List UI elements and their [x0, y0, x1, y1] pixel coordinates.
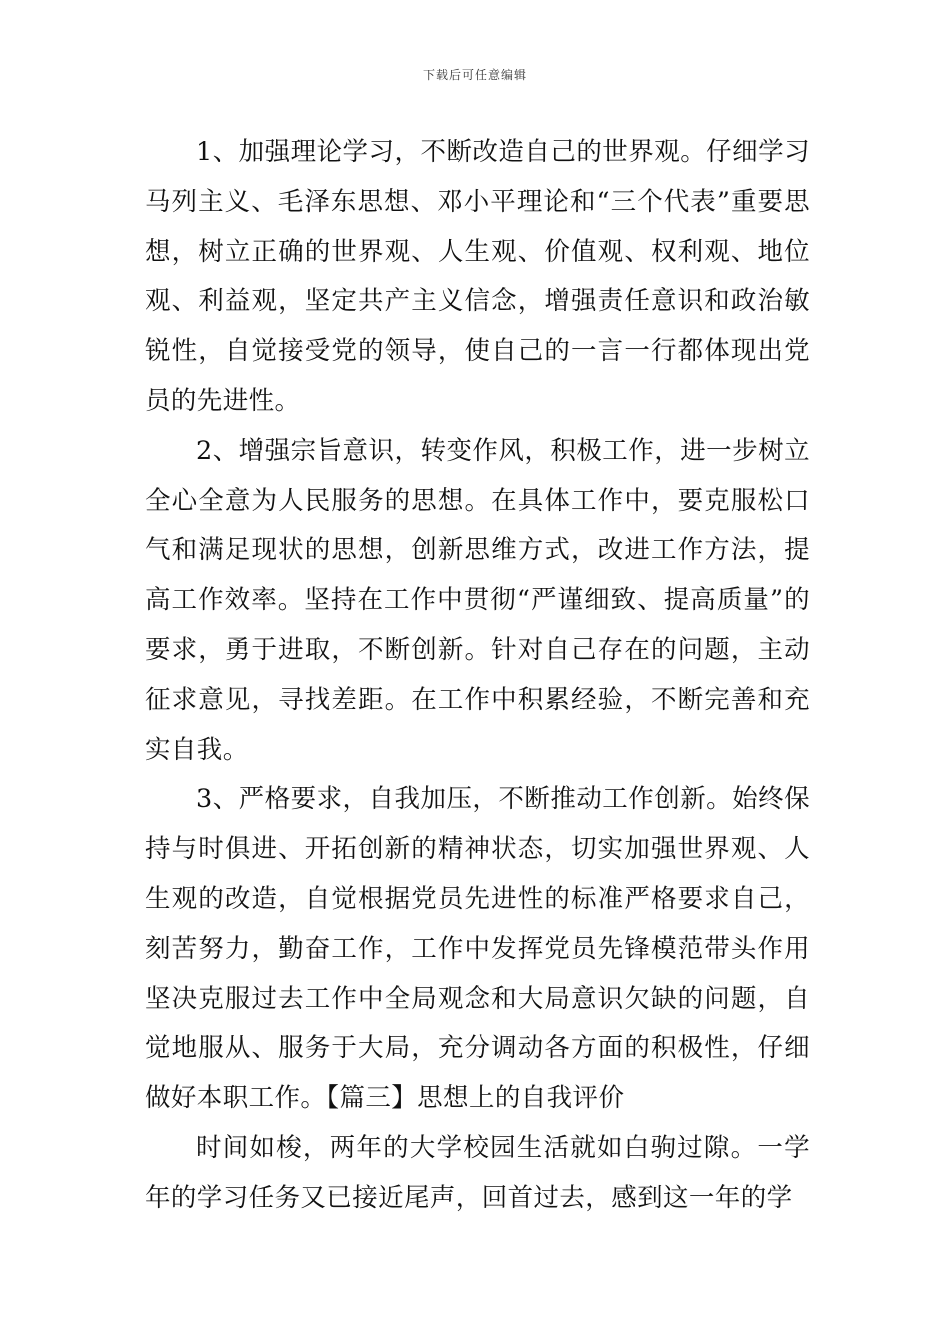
header-note: 下载后可任意编辑	[422, 68, 527, 82]
paragraph-2: 2、增强宗旨意识，转变作风，积极工作，进一步树立全心全意为人民服务的思想。在具体工作中，要克服松口气和满足现状的思想，创新思维方式，改进工作方法，提高工作效率。坚持在工作中贯彻“严谨细致、提高质量”的要求，勇于进取，不断创新。针对自己存在的问题，主动征求意见，寻找差距。在工作中积累经验，不断完善和充实自我。	[145, 435, 810, 765]
paragraph-4: 时间如梭，两年的大学校园生活就如白驹过隙。一学年的学习任务又已接近尾声，回首过去，感到这一年的学	[145, 1132, 810, 1213]
document-body	[145, 128, 810, 1224]
paragraph-3: 3、严格要求，自我加压，不断推动工作创新。始终保持与时俱进、开拓创新的精神状态，切实加强世界观、人生观的改造，自觉根据党员先进性的标准严格要求自己，刻苦努力，勤奋工作，工作中发挥党员先锋模范带头作用坚决克服过去工作中全局观念和大局意识欠缺的问题，自觉地服从、服务于大局，充分调动各方面的积极性，仔细做好本职工作。【篇三】思想上的自我评价	[145, 784, 810, 1114]
paragraph-1: 1、加强理论学习，不断改造自己的世界观。仔细学习马列主义、毛泽东思想、邓小平理论和“三个代表”重要思想，树立正确的世界观、人生观、价值观、权利观、地位观、利益观，坚定共产主义信念，增强责任意识和政治敏锐性，自觉接受党的领导，使自己的一言一行都体现出党员的先进性。	[145, 137, 810, 416]
